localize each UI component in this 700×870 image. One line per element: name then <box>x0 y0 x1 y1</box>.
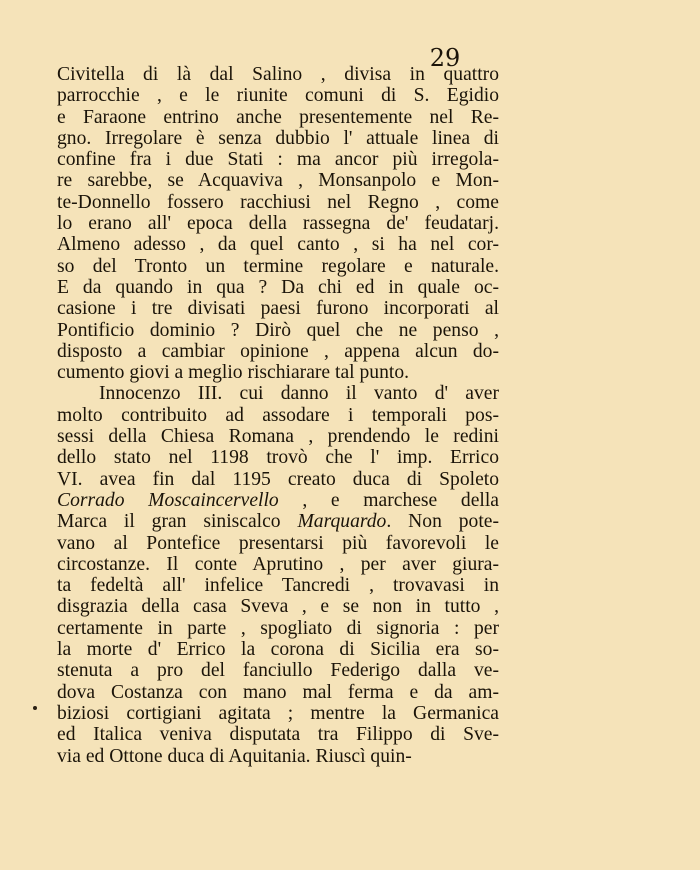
text-run: Marca il gran siniscalco <box>57 511 298 533</box>
italic-name: Corrado Moscaincervello <box>57 489 279 511</box>
text-line <box>57 64 499 85</box>
text-run: ed Italica veniva disputata tra Filippo di Sve- <box>57 724 499 746</box>
text-run: Almeno adesso , da quel canto , si ha nel cor- <box>57 234 499 256</box>
text-line <box>57 596 499 617</box>
text-run: Civitella di là dal Salino , divisa in quattro <box>57 64 499 85</box>
ink-speck <box>33 706 37 710</box>
text-line <box>57 575 499 596</box>
text-line <box>57 170 499 191</box>
text-run: . Non pote- <box>386 511 499 533</box>
text-run: dello stato nel 1198 trovò che l' imp. Errico <box>57 447 499 469</box>
text-line <box>57 405 499 426</box>
text-run: E da quando in qua ? Da chi ed in quale oc- <box>57 276 499 298</box>
text-line <box>57 192 499 213</box>
text-run: vano al Pontefice presentarsi più favorevoli le <box>57 532 499 554</box>
text-run: lo erano all' epoca della rassegna de' feudatarj. <box>57 213 499 235</box>
text-run: ta fedeltà all' infelice Tancredi , trovavasi in <box>57 575 499 597</box>
text-run: stenuta a pro del fanciullo Federigo dalla ve- <box>57 660 499 682</box>
text-run: biziosi cortigiani agitata ; mentre la Germanica <box>57 702 499 724</box>
paragraph <box>57 64 499 383</box>
text-run: disposto a cambiar opinione , appena alcun do- <box>57 340 499 362</box>
text-run: la morte d' Errico la corona di Sicilia era so- <box>57 639 499 661</box>
text-run: dova Costanza con mano mal ferma e da am- <box>57 681 499 703</box>
text-run: sessi della Chiesa Romana , prendendo le redini <box>57 426 499 448</box>
text-run: Pontificio dominio ? Dirò quel che ne penso , <box>57 319 499 341</box>
text-line <box>57 746 499 767</box>
text-line <box>57 149 499 170</box>
text-line <box>57 618 499 639</box>
text-line <box>57 447 499 468</box>
text-line <box>57 256 499 277</box>
text-line <box>57 107 499 128</box>
text-run: parrocchie , e le riunite comuni di S. Egidio <box>57 85 499 107</box>
text-run: gno. Irregolare è senza dubbio l' attuale linea di <box>57 127 499 149</box>
text-line <box>57 682 499 703</box>
text-run: VI. avea fin dal 1195 creato duca di Spoleto <box>57 468 499 490</box>
text-line <box>57 320 499 341</box>
text-run: Innocenzo III. cui danno il vanto d' aver <box>99 383 499 405</box>
text-line <box>57 660 499 681</box>
text-run: cumento giovi a meglio rischiarare tal punto. <box>57 362 410 384</box>
text-line <box>57 533 499 554</box>
text-run: te-Donnello fossero racchiusi nel Regno , come <box>57 191 499 213</box>
page-number: 29 <box>429 44 461 72</box>
text-run: so del Tronto un termine regolare e naturale. <box>57 255 499 277</box>
text-line <box>57 490 499 511</box>
text-run: molto contribuito ad assodare i temporali pos- <box>57 404 499 426</box>
text-line <box>57 383 499 404</box>
text-line <box>57 426 499 447</box>
text-run: circostanze. Il conte Aprutino , per aver giura- <box>57 553 499 575</box>
text-run: certamente in parte , spogliato di signoria : per <box>57 617 499 639</box>
paragraph <box>57 383 499 766</box>
text-line <box>57 128 499 149</box>
text-line <box>57 234 499 255</box>
text-line <box>57 341 499 362</box>
text-line <box>57 511 499 532</box>
text-line <box>57 298 499 319</box>
text-line <box>57 213 499 234</box>
text-line <box>57 639 499 660</box>
text-run: via ed Ottone duca di Aquitania. Riuscì quin- <box>57 745 412 767</box>
text-line <box>57 277 499 298</box>
text-run: confine fra i due Stati : ma ancor più irregola- <box>57 149 499 171</box>
text-line <box>57 724 499 745</box>
text-line <box>57 469 499 490</box>
text-run: casione i tre divisati paesi furono incorporati al <box>57 298 499 320</box>
text-line <box>57 362 499 383</box>
text-run: re sarebbe, se Acquaviva , Monsanpolo e Mon- <box>57 170 499 192</box>
text-line <box>57 703 499 724</box>
text-run: disgrazia della casa Sveva , e se non in tutto , <box>57 596 499 618</box>
text-line <box>57 554 499 575</box>
text-line <box>57 85 499 106</box>
text-run: , e marchese della <box>278 489 499 511</box>
italic-name: Marquardo <box>297 511 387 533</box>
body-text <box>57 64 499 767</box>
text-run: e Faraone entrino anche presentemente nel Re- <box>57 106 499 128</box>
